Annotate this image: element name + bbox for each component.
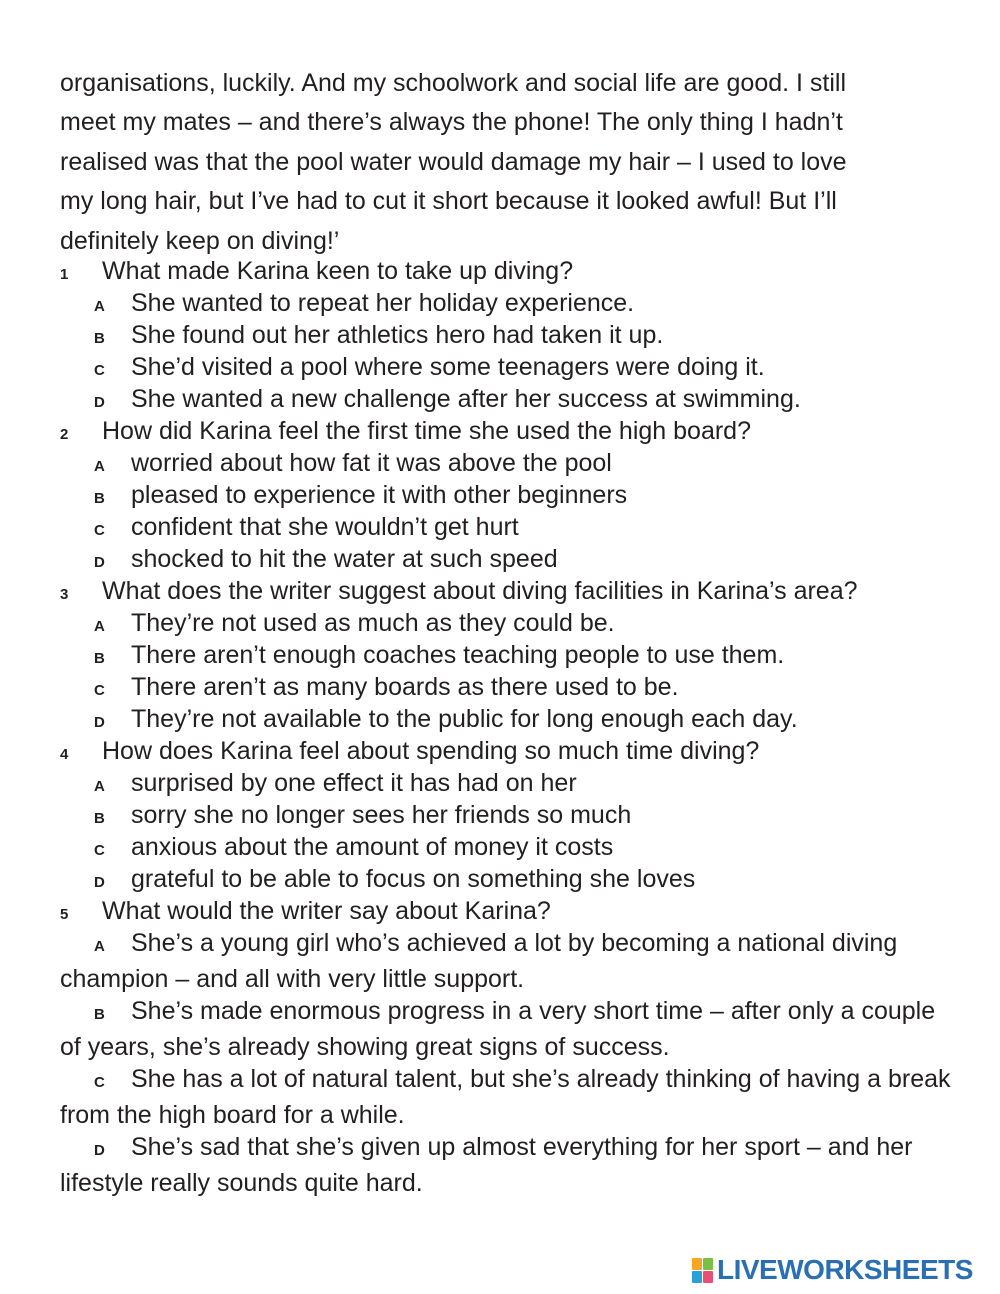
option-5b[interactable]	[60, 995, 960, 1063]
option-4d[interactable]	[60, 863, 960, 895]
option-1b[interactable]	[60, 319, 960, 351]
option-text: worried about how fat it was above the pool	[131, 449, 612, 477]
option-text: They’re not available to the public for long enough each day.	[131, 705, 798, 733]
option-text: grateful to be able to focus on something she loves	[131, 865, 696, 893]
option-2c[interactable]	[60, 511, 960, 543]
option-letter: D	[94, 394, 105, 411]
option-letter: A	[94, 458, 105, 475]
option-text: pleased to experience it with other beginners	[131, 481, 628, 509]
logo-square-2	[703, 1258, 713, 1270]
question-text: How did Karina feel the first time she used the high board?	[102, 417, 751, 445]
option-text: anxious about the amount of money it costs	[131, 833, 614, 861]
option-text: sorry she no longer sees her friends so much	[131, 801, 632, 829]
passage-line: my long hair, but I’ve had to cut it short because it looked awful! But I’ll	[60, 187, 837, 216]
question-text: What made Karina keen to take up diving?	[102, 257, 574, 285]
option-5d[interactable]	[60, 1131, 960, 1199]
logo-square-3	[692, 1271, 702, 1283]
option-text: She wanted to repeat her holiday experience.	[131, 289, 635, 317]
option-letter: A	[94, 938, 105, 955]
option-text: She’s sad that she’s given up almost everything for her sport – and her lifestyle really sounds quite hard.	[60, 1133, 913, 1197]
option-letter: A	[94, 618, 105, 635]
liveworksheets-logo-icon	[692, 1258, 713, 1283]
logo-square-4	[703, 1271, 713, 1283]
option-3a[interactable]	[60, 607, 960, 639]
option-text: There aren’t enough coaches teaching people to use them.	[131, 641, 785, 669]
option-text: surprised by one effect it has had on her	[131, 769, 577, 797]
question-1	[60, 255, 960, 287]
question-text: What does the writer suggest about diving facilities in Karina’s area?	[102, 577, 858, 605]
question-4	[60, 735, 960, 767]
liveworksheets-logo[interactable]	[692, 1255, 973, 1285]
option-text: There aren’t as many boards as there used to be.	[131, 673, 679, 701]
option-text: shocked to hit the water at such speed	[131, 545, 558, 573]
passage-line: realised was that the pool water would damage my hair – I used to love	[60, 147, 847, 176]
option-3b[interactable]	[60, 639, 960, 671]
option-4c[interactable]	[60, 831, 960, 863]
option-letter: B	[94, 1006, 105, 1023]
option-letter: B	[94, 490, 105, 507]
question-text: What would the writer say about Karina?	[102, 897, 551, 925]
question-number: 2	[60, 426, 69, 443]
questions-list	[60, 255, 960, 1199]
option-text: She has a lot of natural talent, but she’s already thinking of having a break from the high board for a while.	[60, 1065, 951, 1129]
option-1d[interactable]	[60, 383, 960, 415]
question-number: 1	[60, 266, 69, 283]
option-1a[interactable]	[60, 287, 960, 319]
option-letter: C	[94, 362, 105, 379]
option-2b[interactable]	[60, 479, 960, 511]
question-2	[60, 415, 960, 447]
option-letter: A	[94, 298, 105, 315]
option-letter: D	[94, 874, 105, 891]
option-text: She’s a young girl who’s achieved a lot by becoming a national diving champion – and all with very little support.	[60, 929, 898, 993]
option-4a[interactable]	[60, 767, 960, 799]
option-letter: B	[94, 810, 105, 827]
option-1c[interactable]	[60, 351, 960, 383]
option-letter: C	[94, 842, 105, 859]
option-letter: D	[94, 1142, 105, 1159]
option-letter: D	[94, 714, 105, 731]
option-text: confident that she wouldn’t get hurt	[131, 513, 519, 541]
option-5c[interactable]	[60, 1063, 960, 1131]
option-text: She’d visited a pool where some teenagers were doing it.	[131, 353, 765, 381]
option-letter: C	[94, 1074, 105, 1091]
option-2a[interactable]	[60, 447, 960, 479]
option-letter: A	[94, 778, 105, 795]
option-4b[interactable]	[60, 799, 960, 831]
option-3c[interactable]	[60, 671, 960, 703]
passage-line: organisations, luckily. And my schoolwork and social life are good. I still	[60, 69, 847, 97]
option-letter: C	[94, 682, 105, 699]
passage-line: meet my mates – and there’s always the phone! The only thing I hadn’t	[60, 108, 843, 137]
option-3d[interactable]	[60, 703, 960, 735]
option-letter: B	[94, 650, 105, 667]
passage-line: definitely keep on diving!’	[60, 226, 340, 255]
question-text: How does Karina feel about spending so much time diving?	[102, 737, 760, 765]
option-5a[interactable]	[60, 927, 960, 995]
question-number: 5	[60, 906, 69, 923]
question-3	[60, 575, 960, 607]
option-2d[interactable]	[60, 543, 960, 575]
option-text: She found out her athletics hero had taken it up.	[131, 321, 664, 349]
logo-square-1	[692, 1258, 702, 1270]
option-text: She wanted a new challenge after her success at swimming.	[131, 385, 801, 413]
option-letter: D	[94, 554, 105, 571]
option-text: She’s made enormous progress in a very short time – after only a couple of years, she’s already showing great signs of success.	[60, 997, 936, 1061]
question-number: 3	[60, 586, 69, 603]
option-text: They’re not used as much as they could be.	[131, 609, 615, 637]
question-5	[60, 895, 960, 927]
logo-text: LIVEWORKSHEETS	[717, 1254, 973, 1285]
question-number: 4	[60, 746, 69, 763]
reading-passage	[60, 64, 960, 261]
option-letter: B	[94, 330, 105, 347]
option-letter: C	[94, 522, 105, 539]
